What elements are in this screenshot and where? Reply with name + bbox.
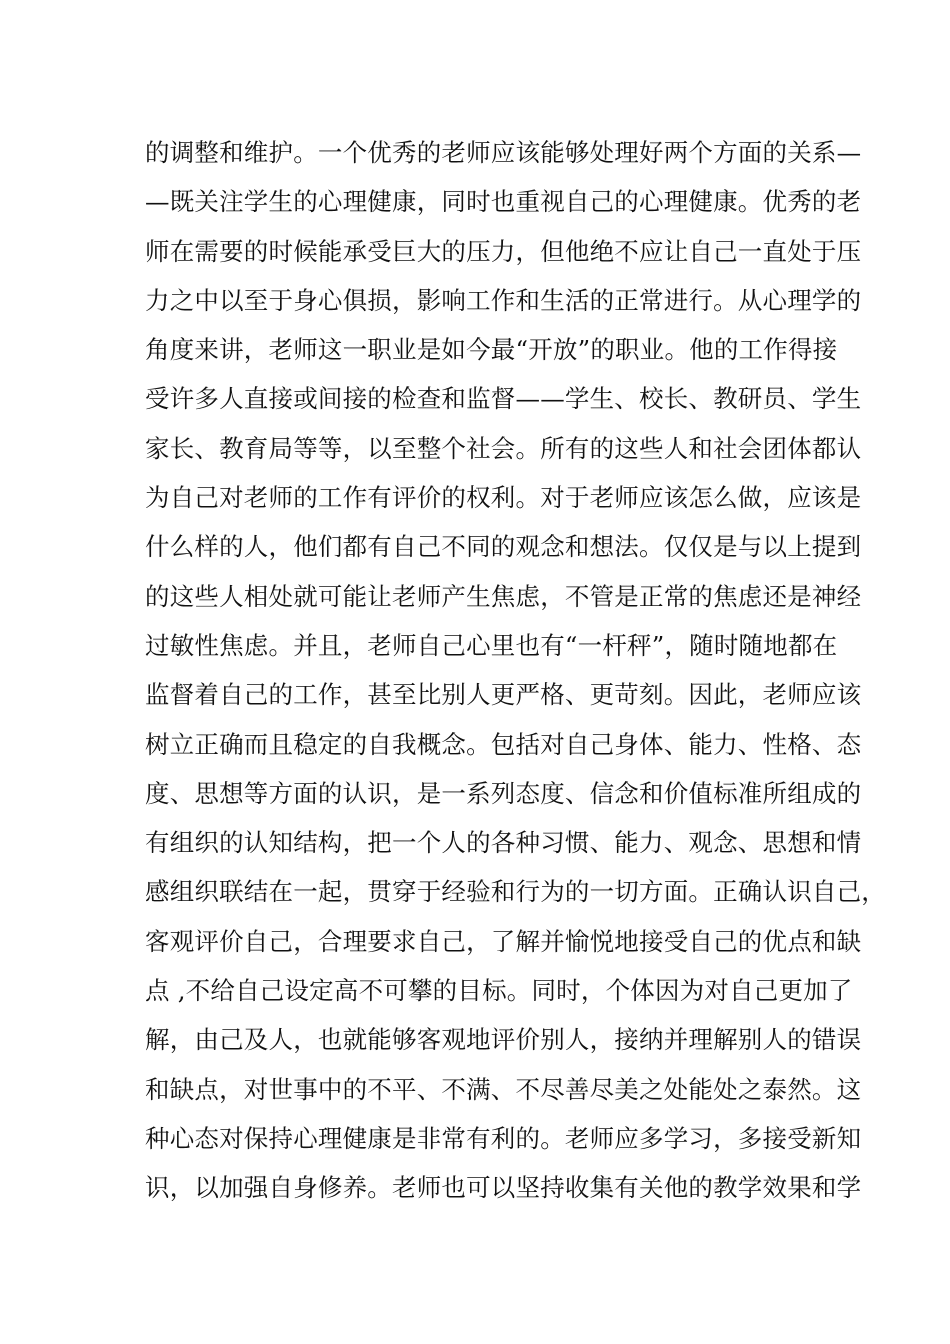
text-line-3: 师在需要的时候能承受巨大的压力，但他绝不应让自己一直处于压 bbox=[145, 236, 862, 266]
text-line-17: 客观评价自己，合理要求自己，了解并愉悦地接受自己的优点和缺 bbox=[145, 926, 862, 956]
text-line-5: 角度来讲，老师这一职业是如今最“开放”的职业。他的工作得接 bbox=[145, 335, 838, 365]
text-line-14: 度、思想等方面的认识，是一系列态度、信念和价值标准所组成的 bbox=[145, 778, 862, 808]
text-line-10: 的这些人相处就可能让老师产生焦虑，不管是正常的焦虑还是神经 bbox=[145, 581, 862, 611]
text-line-22: 识，以加强自身修养。老师也可以坚持收集有关他的教学效果和学 bbox=[145, 1173, 862, 1203]
text-line-6: 受许多人直接或间接的检查和监督——学生、校长、教研员、学生 bbox=[145, 384, 862, 414]
text-line-18: 点 ,不给自己设定高不可攀的目标。同时，个体因为对自己更加了 bbox=[145, 976, 853, 1006]
text-line-7: 家长、教育局等等，以至整个社会。所有的这些人和社会团体都认 bbox=[145, 433, 862, 463]
text-line-8: 为自己对老师的工作有评价的权利。对于老师应该怎么做，应该是 bbox=[145, 483, 862, 513]
text-line-15: 有组织的认知结构，把一个人的各种习惯、能力、观念、思想和情 bbox=[145, 828, 862, 858]
text-line-9: 什么样的人，他们都有自己不同的观念和想法。仅仅是与以上提到 bbox=[145, 532, 862, 562]
body-text bbox=[145, 128, 886, 1213]
text-line-19: 解，由己及人，也就能够客观地评价别人，接纳并理解别人的错误 bbox=[145, 1025, 862, 1055]
text-line-2: —既关注学生的心理健康，同时也重视自己的心理健康。优秀的老 bbox=[145, 187, 862, 217]
text-line-21: 种心态对保持心理健康是非常有利的。老师应多学习，多接受新知 bbox=[145, 1123, 862, 1153]
text-line-13: 树立正确而且稳定的自我概念。包括对自己身体、能力、性格、态 bbox=[145, 729, 862, 759]
text-line-1: 的调整和维护。一个优秀的老师应该能够处理好两个方面的关系— bbox=[145, 138, 862, 167]
text-line-20: 和缺点，对世事中的不平、不满、不尽善尽美之处能处之泰然。这 bbox=[145, 1074, 862, 1104]
text-line-16: 感组织联结在一起，贯穿于经验和行为的一切方面。正确认识自己， bbox=[145, 877, 886, 907]
text-line-12: 监督着自己的工作，甚至比别人更严格、更苛刻。因此，老师应该 bbox=[145, 680, 862, 710]
text-line-4: 力之中以至于身心俱损，影响工作和生活的正常进行。从心理学的 bbox=[145, 285, 862, 315]
text-line-11: 过敏性焦虑。并且，老师自己心里也有“一杆秤”，随时随地都在 bbox=[145, 630, 838, 660]
